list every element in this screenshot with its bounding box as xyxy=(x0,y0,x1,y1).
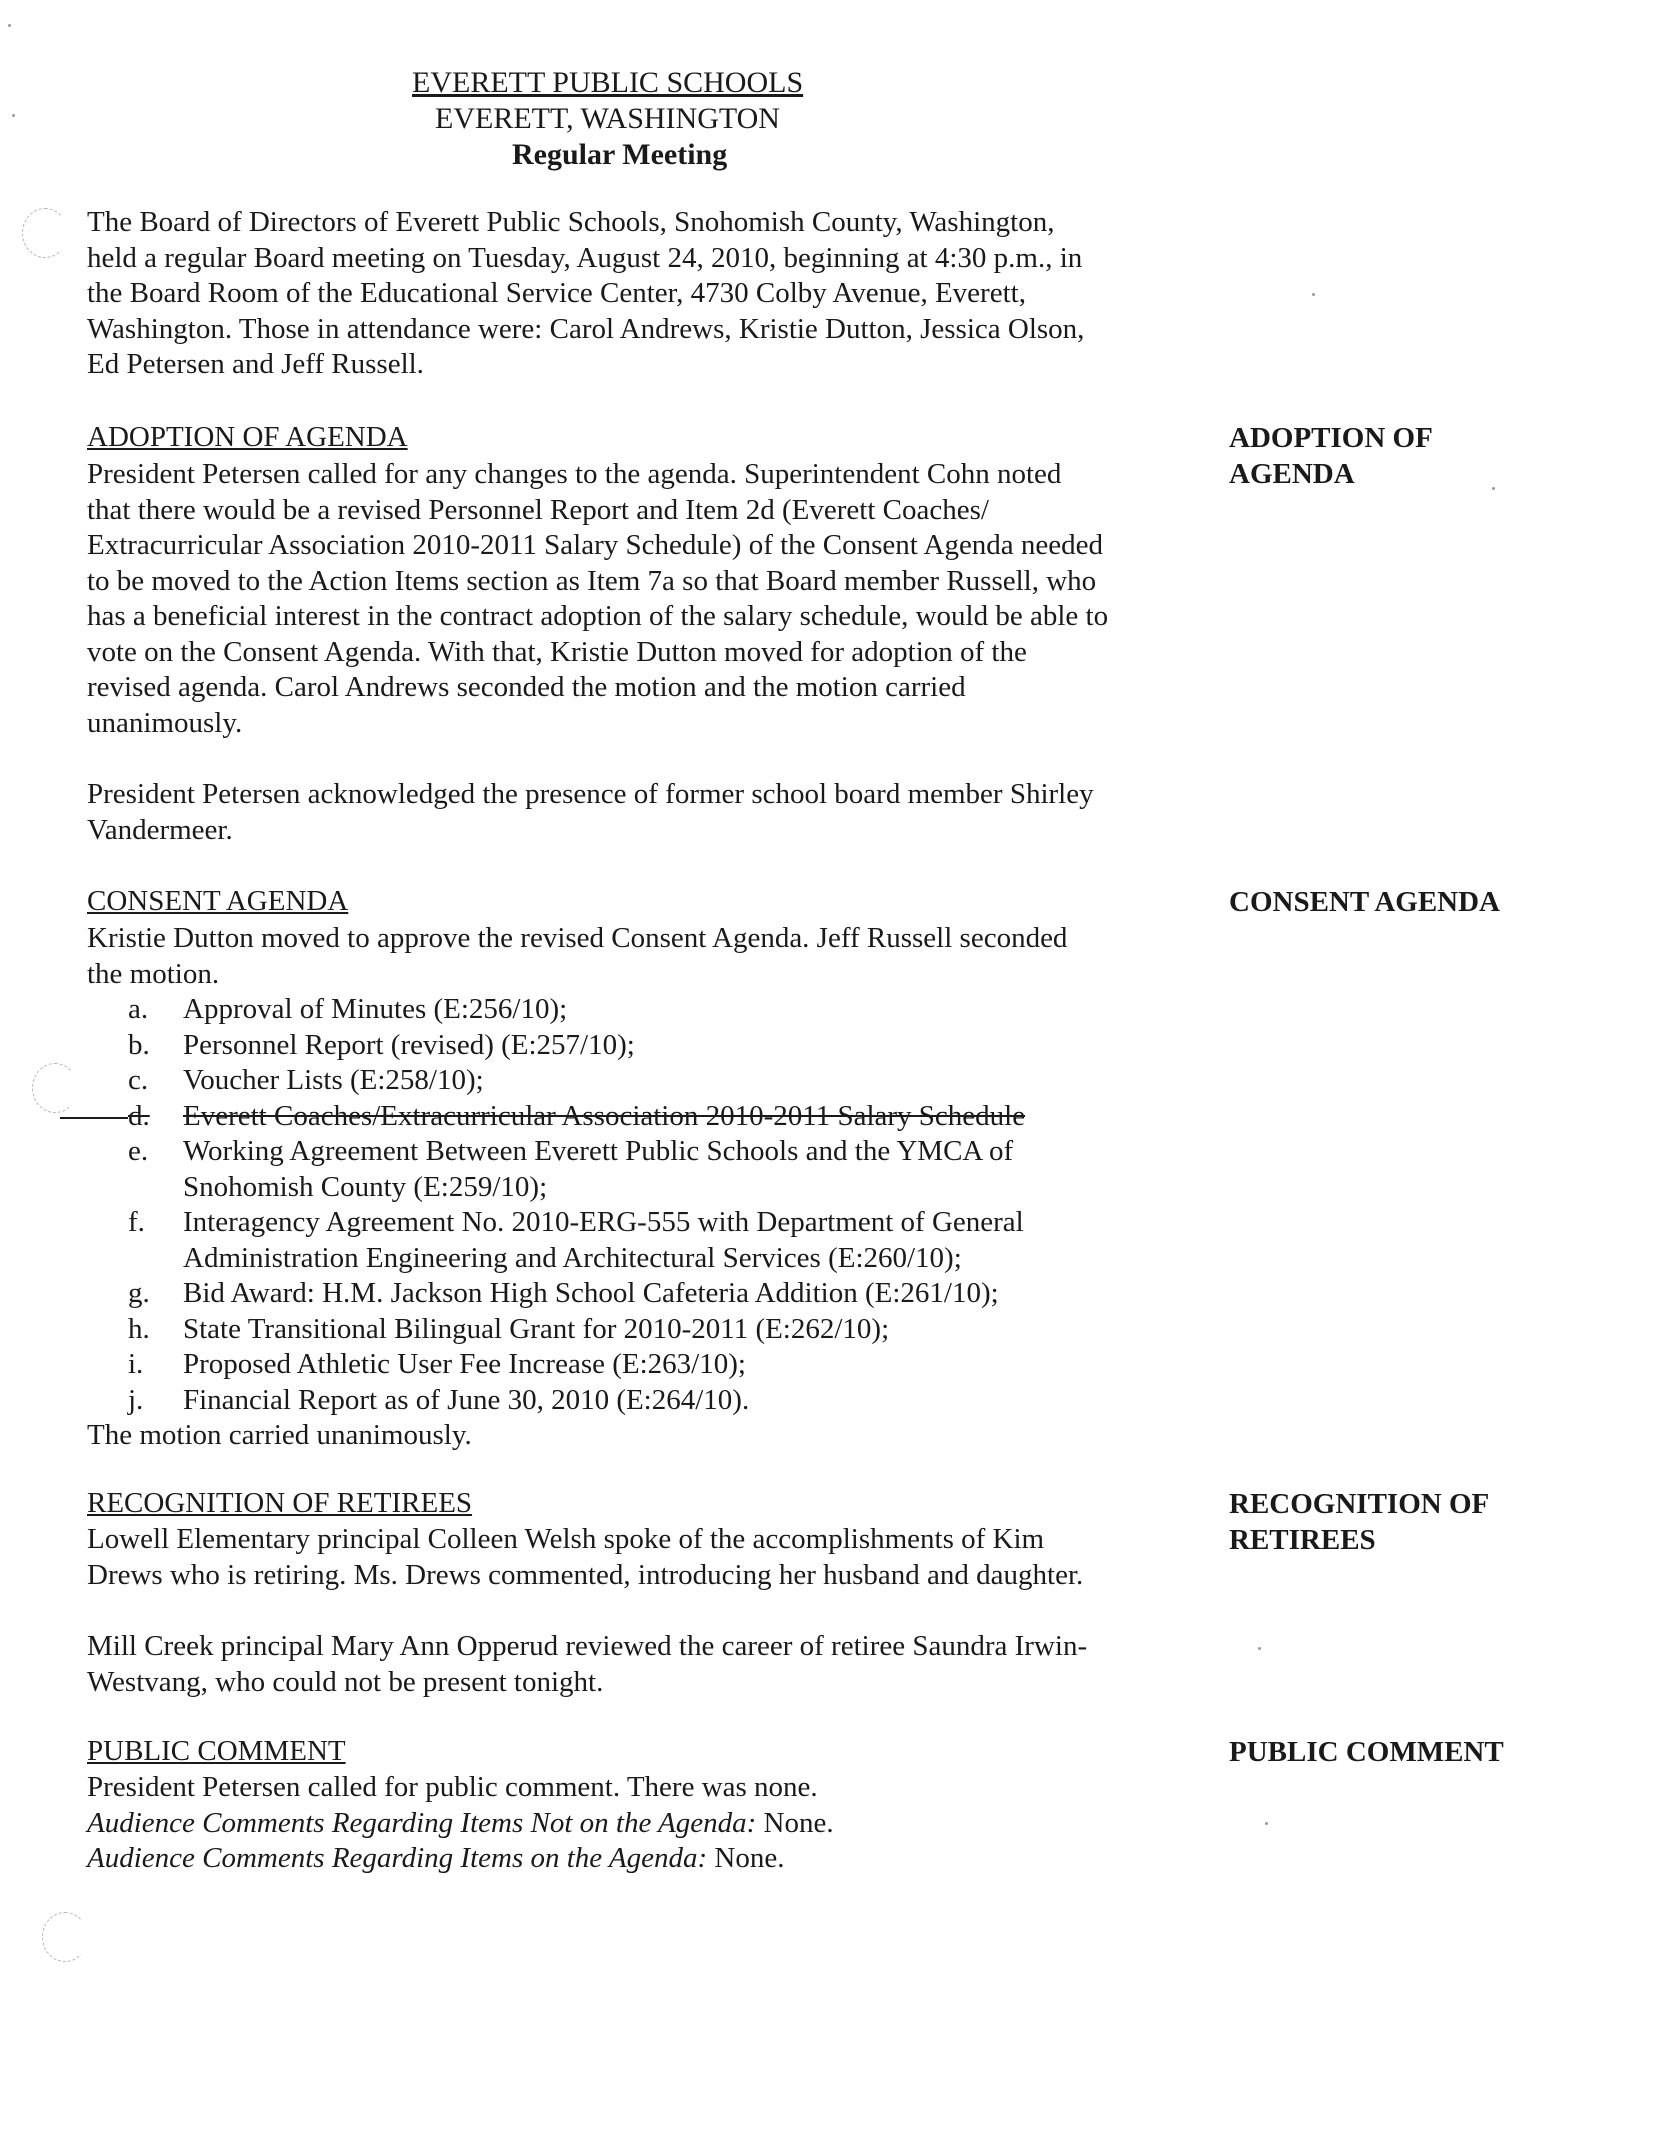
paragraph-line: President Petersen acknowledged the presence of former school board member Shirley xyxy=(87,778,1094,810)
retirees-heading: RECOGNITION OF RETIREES xyxy=(87,1487,473,1519)
scan-speck xyxy=(1265,1822,1268,1825)
comment-value: None. xyxy=(756,1806,834,1839)
public-comment-heading: PUBLIC COMMENT xyxy=(87,1735,346,1767)
intro-line: The Board of Directors of Everett Public Schools, Snohomish County, Washington, xyxy=(87,206,1055,238)
list-item xyxy=(128,1063,1128,1099)
comment-label: Audience Comments Regarding Items on the Agenda: xyxy=(87,1842,708,1874)
district-name: EVERETT PUBLIC SCHOOLS xyxy=(412,66,804,99)
side-label-line: ADOPTION OF xyxy=(1229,422,1433,454)
side-label-line: AGENDA xyxy=(1229,457,1355,490)
item-marker: g. xyxy=(128,1277,150,1309)
item-marker: f. xyxy=(128,1206,145,1238)
item-text: State Transitional Bilingual Grant for 2010-2011 (E:262/10); xyxy=(183,1312,890,1345)
list-item-struck xyxy=(128,1099,1128,1135)
paragraph-line: Westvang, who could not be present tonight. xyxy=(87,1665,604,1698)
public-comment-side-label: PUBLIC COMMENT xyxy=(1229,1736,1504,1768)
item-marker: a. xyxy=(128,993,149,1025)
paragraph-line: to be moved to the Action Items section as Item 7a so that Board member Russell, who xyxy=(87,564,1097,597)
list-item xyxy=(128,1276,1128,1312)
intro-line: held a regular Board meeting on Tuesday, August 24, 2010, beginning at 4:30 p.m., in xyxy=(87,241,1083,274)
punch-hole-top xyxy=(22,208,68,258)
paragraph-line: Lowell Elementary principal Colleen Welsh spoke of the accomplishments of Kim xyxy=(87,1523,1045,1555)
consent-heading: CONSENT AGENDA xyxy=(87,885,349,917)
scan-speck xyxy=(1258,1647,1261,1650)
district-location: EVERETT, WASHINGTON xyxy=(435,102,780,135)
scan-speck xyxy=(8,24,11,27)
list-item xyxy=(128,1134,1128,1205)
scan-speck xyxy=(12,114,15,117)
item-marker: b. xyxy=(128,1028,150,1061)
acknowledgement-paragraph xyxy=(87,777,1169,848)
punch-hole-middle xyxy=(32,1063,78,1113)
item-text: Bid Award: H.M. Jackson High School Cafeteria Addition (E:261/10); xyxy=(183,1277,999,1309)
item-text: Approval of Minutes (E:256/10); xyxy=(183,993,568,1025)
comment-value: None. xyxy=(707,1842,785,1874)
item-marker: j. xyxy=(128,1383,144,1416)
item-text: Proposed Athletic User Fee Increase (E:263/10); xyxy=(183,1348,746,1380)
paragraph-line: that there would be a revised Personnel Report and Item 2d (Everett Coaches/ xyxy=(87,493,989,526)
item-text: Working Agreement Between Everett Public Schools and the YMCA of xyxy=(183,1135,1014,1167)
list-item xyxy=(128,1383,1128,1419)
consent-intro xyxy=(87,921,1169,992)
list-item xyxy=(128,1205,1128,1276)
list-item xyxy=(128,992,1128,1028)
intro-line: the Board Room of the Educational Service Center, 4730 Colby Avenue, Everett, xyxy=(87,277,1026,309)
paragraph-line: Vandermeer. xyxy=(87,813,233,846)
strike-line xyxy=(60,1117,128,1119)
intro-line: Ed Petersen and Jeff Russell. xyxy=(87,348,424,380)
adoption-side-label xyxy=(1229,421,1433,492)
item-marker: h. xyxy=(128,1312,150,1345)
side-label-line: RETIREES xyxy=(1229,1523,1376,1556)
item-text: Voucher Lists (E:258/10); xyxy=(183,1064,484,1096)
list-item xyxy=(128,1028,1128,1064)
item-marker: d. xyxy=(128,1099,150,1132)
item-text: Financial Report as of June 30, 2010 (E:264/10). xyxy=(183,1383,750,1416)
paragraph-line: has a beneficial interest in the contract adoption of the salary schedule, would be able to xyxy=(87,600,1109,632)
paragraph-line: unanimously. xyxy=(87,706,243,739)
punch-hole-bottom xyxy=(42,1912,88,1962)
item-text: Personnel Report (revised) (E:257/10); xyxy=(183,1028,635,1061)
adoption-heading: ADOPTION OF AGENDA xyxy=(87,421,408,453)
comment-label: Audience Comments Regarding Items Not on the Agenda: xyxy=(87,1806,757,1839)
list-item xyxy=(128,1347,1128,1383)
adoption-paragraph xyxy=(87,457,1169,741)
paragraph-line: vote on the Consent Agenda. With that, Kristie Dutton moved for adoption of the xyxy=(87,635,1027,668)
paragraph-line: Mill Creek principal Mary Ann Opperud reviewed the career of retiree Saundra Irwin- xyxy=(87,1630,1088,1662)
item-marker: e. xyxy=(128,1135,149,1167)
paragraph-line: Extracurricular Association 2010-2011 Salary Schedule) of the Consent Agenda needed xyxy=(87,529,1104,561)
retirees-side-label xyxy=(1229,1487,1489,1558)
list-item xyxy=(128,1312,1128,1348)
paragraph-line: President Petersen called for public comment. There was none. xyxy=(87,1771,818,1803)
retirees-paragraph-2 xyxy=(87,1629,1169,1700)
paragraph-line xyxy=(87,1841,1169,1877)
paragraph-line: Kristie Dutton moved to approve the revised Consent Agenda. Jeff Russell seconded xyxy=(87,922,1068,954)
item-text: Interagency Agreement No. 2010-ERG-555 with Department of General xyxy=(183,1206,1024,1238)
intro-line: Washington. Those in attendance were: Carol Andrews, Kristie Dutton, Jessica Olson, xyxy=(87,312,1085,345)
paragraph-line: the motion. xyxy=(87,957,220,990)
item-marker: i. xyxy=(128,1348,144,1380)
meeting-type: Regular Meeting xyxy=(512,138,728,171)
consent-items-list xyxy=(128,992,1128,1418)
paragraph-line: Drews who is retiring. Ms. Drews commented, introducing her husband and daughter. xyxy=(87,1558,1084,1591)
paragraph-line: President Petersen called for any changes to the agenda. Superintendent Cohn noted xyxy=(87,458,1062,490)
item-marker: c. xyxy=(128,1064,149,1096)
item-text: Administration Engineering and Architectural Services (E:260/10); xyxy=(183,1241,962,1274)
consent-closing: The motion carried unanimously. xyxy=(87,1419,472,1451)
consent-side-label: CONSENT AGENDA xyxy=(1229,886,1500,918)
paragraph-line xyxy=(87,1806,1169,1842)
item-text: Everett Coaches/Extracurricular Association 2010-2011 Salary Schedule xyxy=(183,1099,1026,1132)
scan-speck xyxy=(1492,487,1495,490)
side-label-line: RECOGNITION OF xyxy=(1229,1488,1490,1520)
paragraph-line: revised agenda. Carol Andrews seconded the motion and the motion carried xyxy=(87,671,966,703)
item-text: Snohomish County (E:259/10); xyxy=(183,1170,548,1203)
public-comment-paragraph xyxy=(87,1770,1169,1877)
retirees-paragraph xyxy=(87,1522,1169,1593)
scan-speck xyxy=(1312,293,1315,296)
intro-paragraph xyxy=(87,205,1169,383)
